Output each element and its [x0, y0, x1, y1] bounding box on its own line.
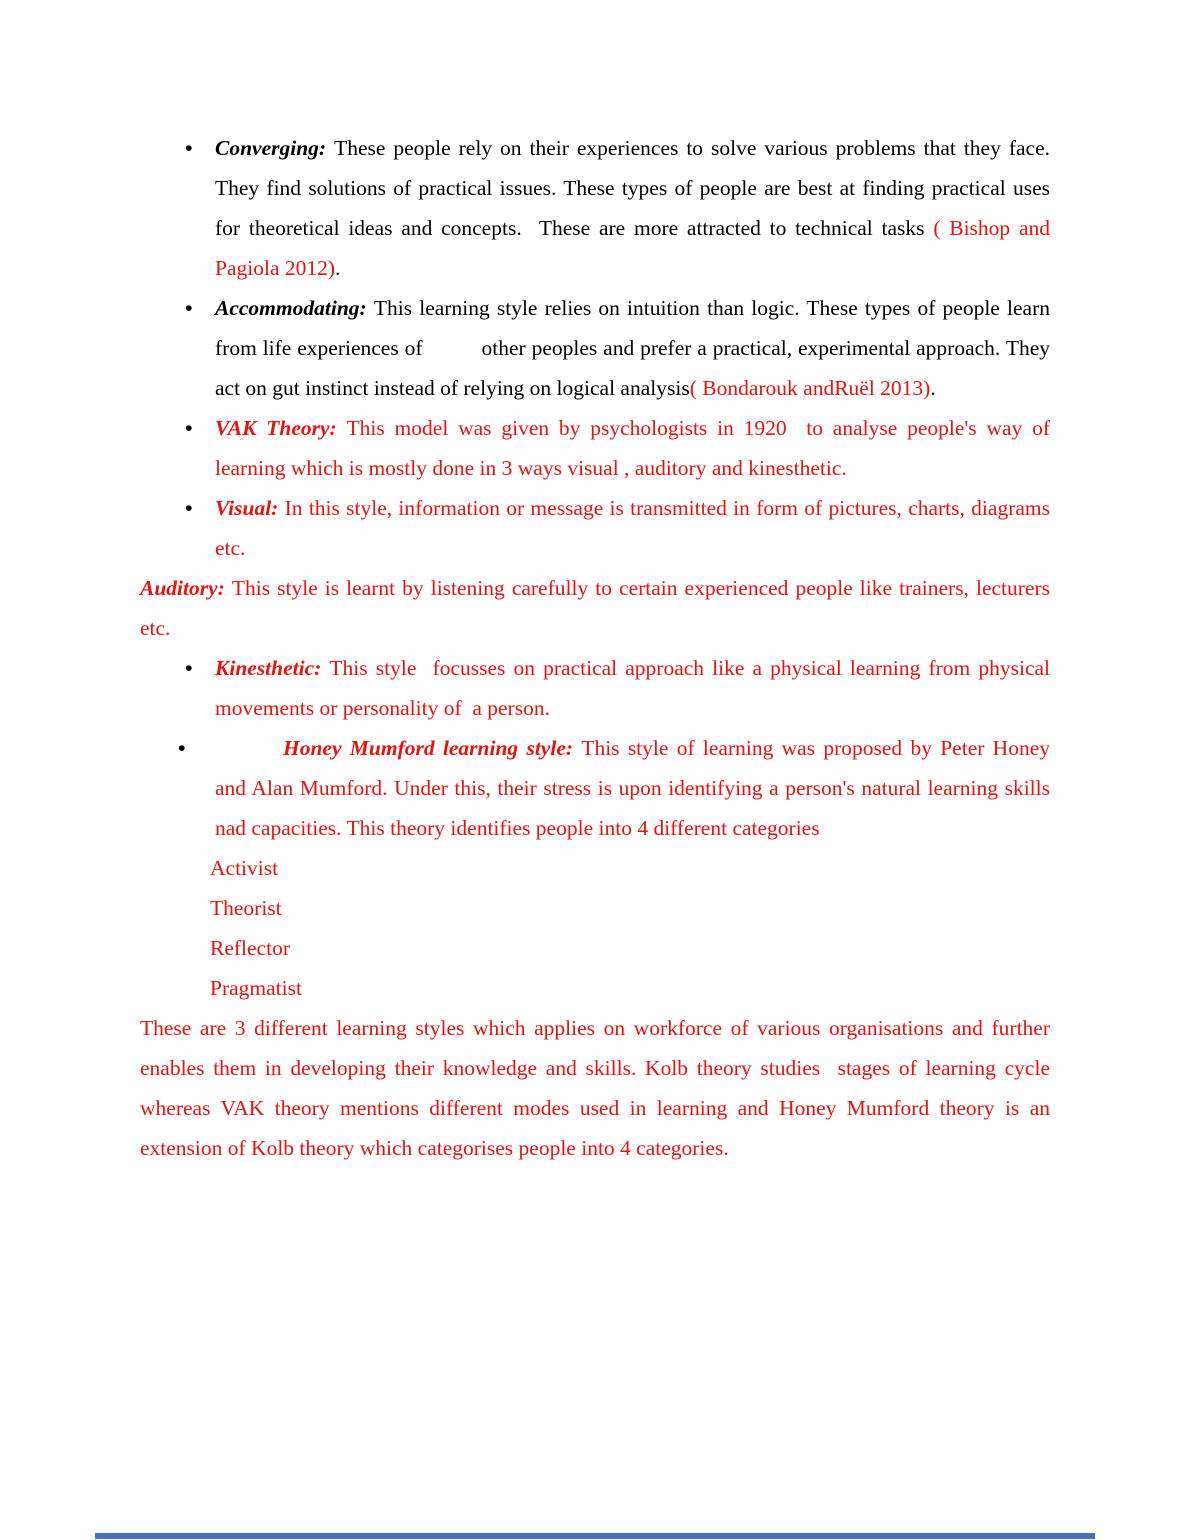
text-segment: Honey Mumford learning style:	[283, 736, 582, 760]
bullet-icon: •	[185, 296, 193, 320]
text-segment: Accommodating:	[215, 296, 374, 320]
text-segment: These people rely on their experiences to solve various problems that they face. They find solutions of practical issues. These types of people are best at finding practical uses for theoretical ideas and concepts. These are more attracted to technical tasks	[215, 136, 1050, 240]
text-segment: Converging:	[215, 136, 335, 160]
text-segment: Activist	[210, 856, 279, 880]
text-segment: ( Bondarouk andRuël 2013)	[689, 376, 931, 400]
text-segment: Visual:	[215, 496, 285, 520]
text-segment: This style is learnt by listening carefully to certain experienced people like trainers, lecturers etc.	[140, 576, 1050, 640]
category-reflector	[140, 928, 1050, 968]
text-segment: ( Bishop and Pagiola 2012)	[215, 216, 1050, 280]
bullet-item-honey-mumford	[140, 728, 1050, 848]
text-segment: .	[335, 256, 341, 280]
bullet-item-converging	[140, 128, 1050, 288]
text-segment: VAK Theory:	[215, 416, 347, 440]
paragraph-auditory	[140, 568, 1050, 648]
bullet-icon: •	[178, 736, 186, 760]
text-segment: .	[930, 376, 936, 400]
text-segment: Theorist	[210, 896, 282, 920]
text-segment: These are 3 different learning styles which applies on workforce of various organisations and further enables them in developing their knowledge and skills. Kolb theory studies stages of learning cycle whereas VAK theory mentions different modes used in learning and Honey Mumford theory is an extension of Kolb theory which categorises people into 4 categories.	[140, 1016, 1050, 1160]
category-pragmatist	[140, 968, 1050, 1008]
bullet-item-kinesthetic	[140, 648, 1050, 728]
category-activist	[140, 848, 1050, 888]
bullet-item-accommodating	[140, 288, 1050, 408]
bottom-accent-bar	[95, 1533, 1095, 1539]
document-body	[140, 128, 1050, 1168]
text-segment: This model was given by psychologists in 1920 to analyse people's way of learning which is mostly done in 3 ways visual , auditory and kinesthetic.	[215, 416, 1050, 480]
bullet-item-visual	[140, 488, 1050, 568]
paragraph-summary	[140, 1008, 1050, 1168]
bullet-item-vak-theory	[140, 408, 1050, 488]
text-segment: This style of learning was proposed by Peter Honey and Alan Mumford. Under this, their stress is upon identifying a person's natural learning skills nad capacities. This theory identifies people into 4 different categories	[215, 736, 1051, 840]
bullet-icon: •	[185, 656, 193, 680]
bullet-icon: •	[185, 136, 193, 160]
text-segment: Reflector	[210, 936, 290, 960]
text-segment: Pragmatist	[210, 976, 302, 1000]
text-segment: Auditory:	[140, 576, 232, 600]
text-segment: Kinesthetic:	[215, 656, 330, 680]
bullet-icon: •	[185, 416, 193, 440]
bullet-icon: •	[185, 496, 193, 520]
text-segment: In this style, information or message is transmitted in form of pictures, charts, diagrams etc.	[215, 496, 1050, 560]
text-segment: This learning style relies on intuition than logic. These types of people learn from life experiences of other peoples and prefer a practical, experimental approach. They act on gut instinct instead of relying on logical analysis	[215, 296, 1050, 400]
category-theorist	[140, 888, 1050, 928]
text-segment: This style focusses on practical approach like a physical learning from physical movements or personality of a person.	[215, 656, 1050, 720]
